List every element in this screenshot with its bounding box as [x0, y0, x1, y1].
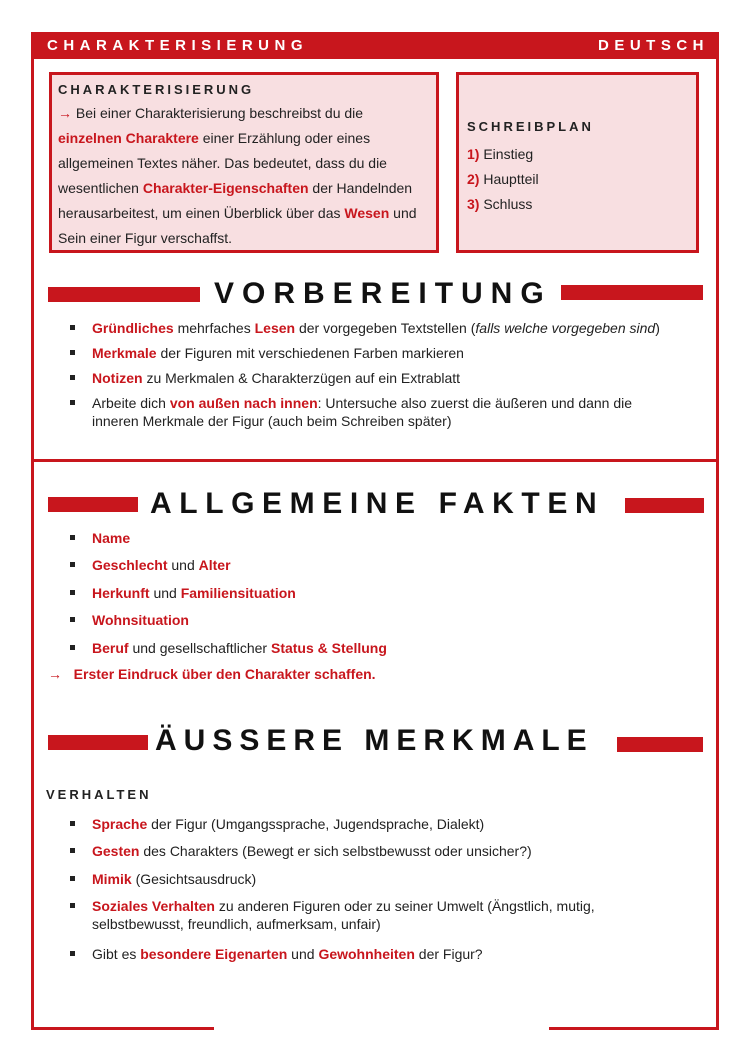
plan-item: 3) Schluss [467, 196, 533, 212]
bullet-icon [70, 590, 75, 595]
heading-bar-right [561, 285, 703, 300]
heading-bar-right [625, 498, 704, 513]
plan-item: 1) Einstieg [467, 146, 534, 162]
bullet-icon [70, 876, 75, 881]
heading-bar-left [48, 497, 138, 512]
intro-box-title: CHARAKTERISIERUNG [58, 82, 255, 97]
frame-left-line [31, 32, 34, 1030]
bullet-icon [70, 848, 75, 853]
bullet-icon [70, 325, 75, 330]
bullet-icon [70, 645, 75, 650]
section-divider [31, 459, 719, 462]
heading-bar-left [48, 735, 148, 750]
header-title: CHARAKTERISIERUNG [47, 37, 309, 54]
writing-plan-box [456, 72, 699, 253]
plan-item: 2) Hauptteil [467, 171, 539, 187]
arrow-right-icon: → [48, 666, 62, 682]
section-heading-merkmale: ÄUSSERE MERKMALE [155, 724, 594, 757]
arrow-right-icon: → [58, 105, 72, 121]
section-heading-vorbereitung: VORBEREITUNG [214, 277, 552, 310]
intro-box-text: → Bei einer Charakterisierung beschreibst du die einzelnen Charaktere einer Erzählung oder eines allgemeinen Textes näher. Das bedeutet, dass du die wesentlichen Charakter-Eigenschaften der Handelnden herausarbeitest, um einen Überblick über das Wesen und Sein einer Figur verschaffst. [58, 105, 417, 246]
bullet-icon [70, 400, 75, 405]
bullet-icon [70, 535, 75, 540]
frame-right-line [716, 32, 719, 1030]
subsection-title-verhalten: VERHALTEN [46, 787, 152, 802]
fakten-conclusion: → Erster Eindruck über den Charakter schaffen. [48, 666, 376, 682]
bullet-icon [70, 903, 75, 908]
bullet-icon [70, 350, 75, 355]
header-subject: DEUTSCH [597, 37, 709, 54]
frame-bottom-right-line [549, 1027, 719, 1030]
heading-bar-left [48, 287, 200, 302]
bullet-icon [70, 821, 75, 826]
heading-bar-right [617, 737, 703, 752]
bullet-icon [70, 375, 75, 380]
bullet-icon [70, 951, 75, 956]
intro-box [49, 72, 439, 253]
writing-plan-title: SCHREIBPLAN [467, 119, 594, 134]
bullet-icon [70, 617, 75, 622]
frame-bottom-left-line [31, 1027, 214, 1030]
section-heading-fakten: ALLGEMEINE FAKTEN [150, 487, 605, 520]
bullet-icon [70, 562, 75, 567]
header-bar [31, 32, 719, 59]
